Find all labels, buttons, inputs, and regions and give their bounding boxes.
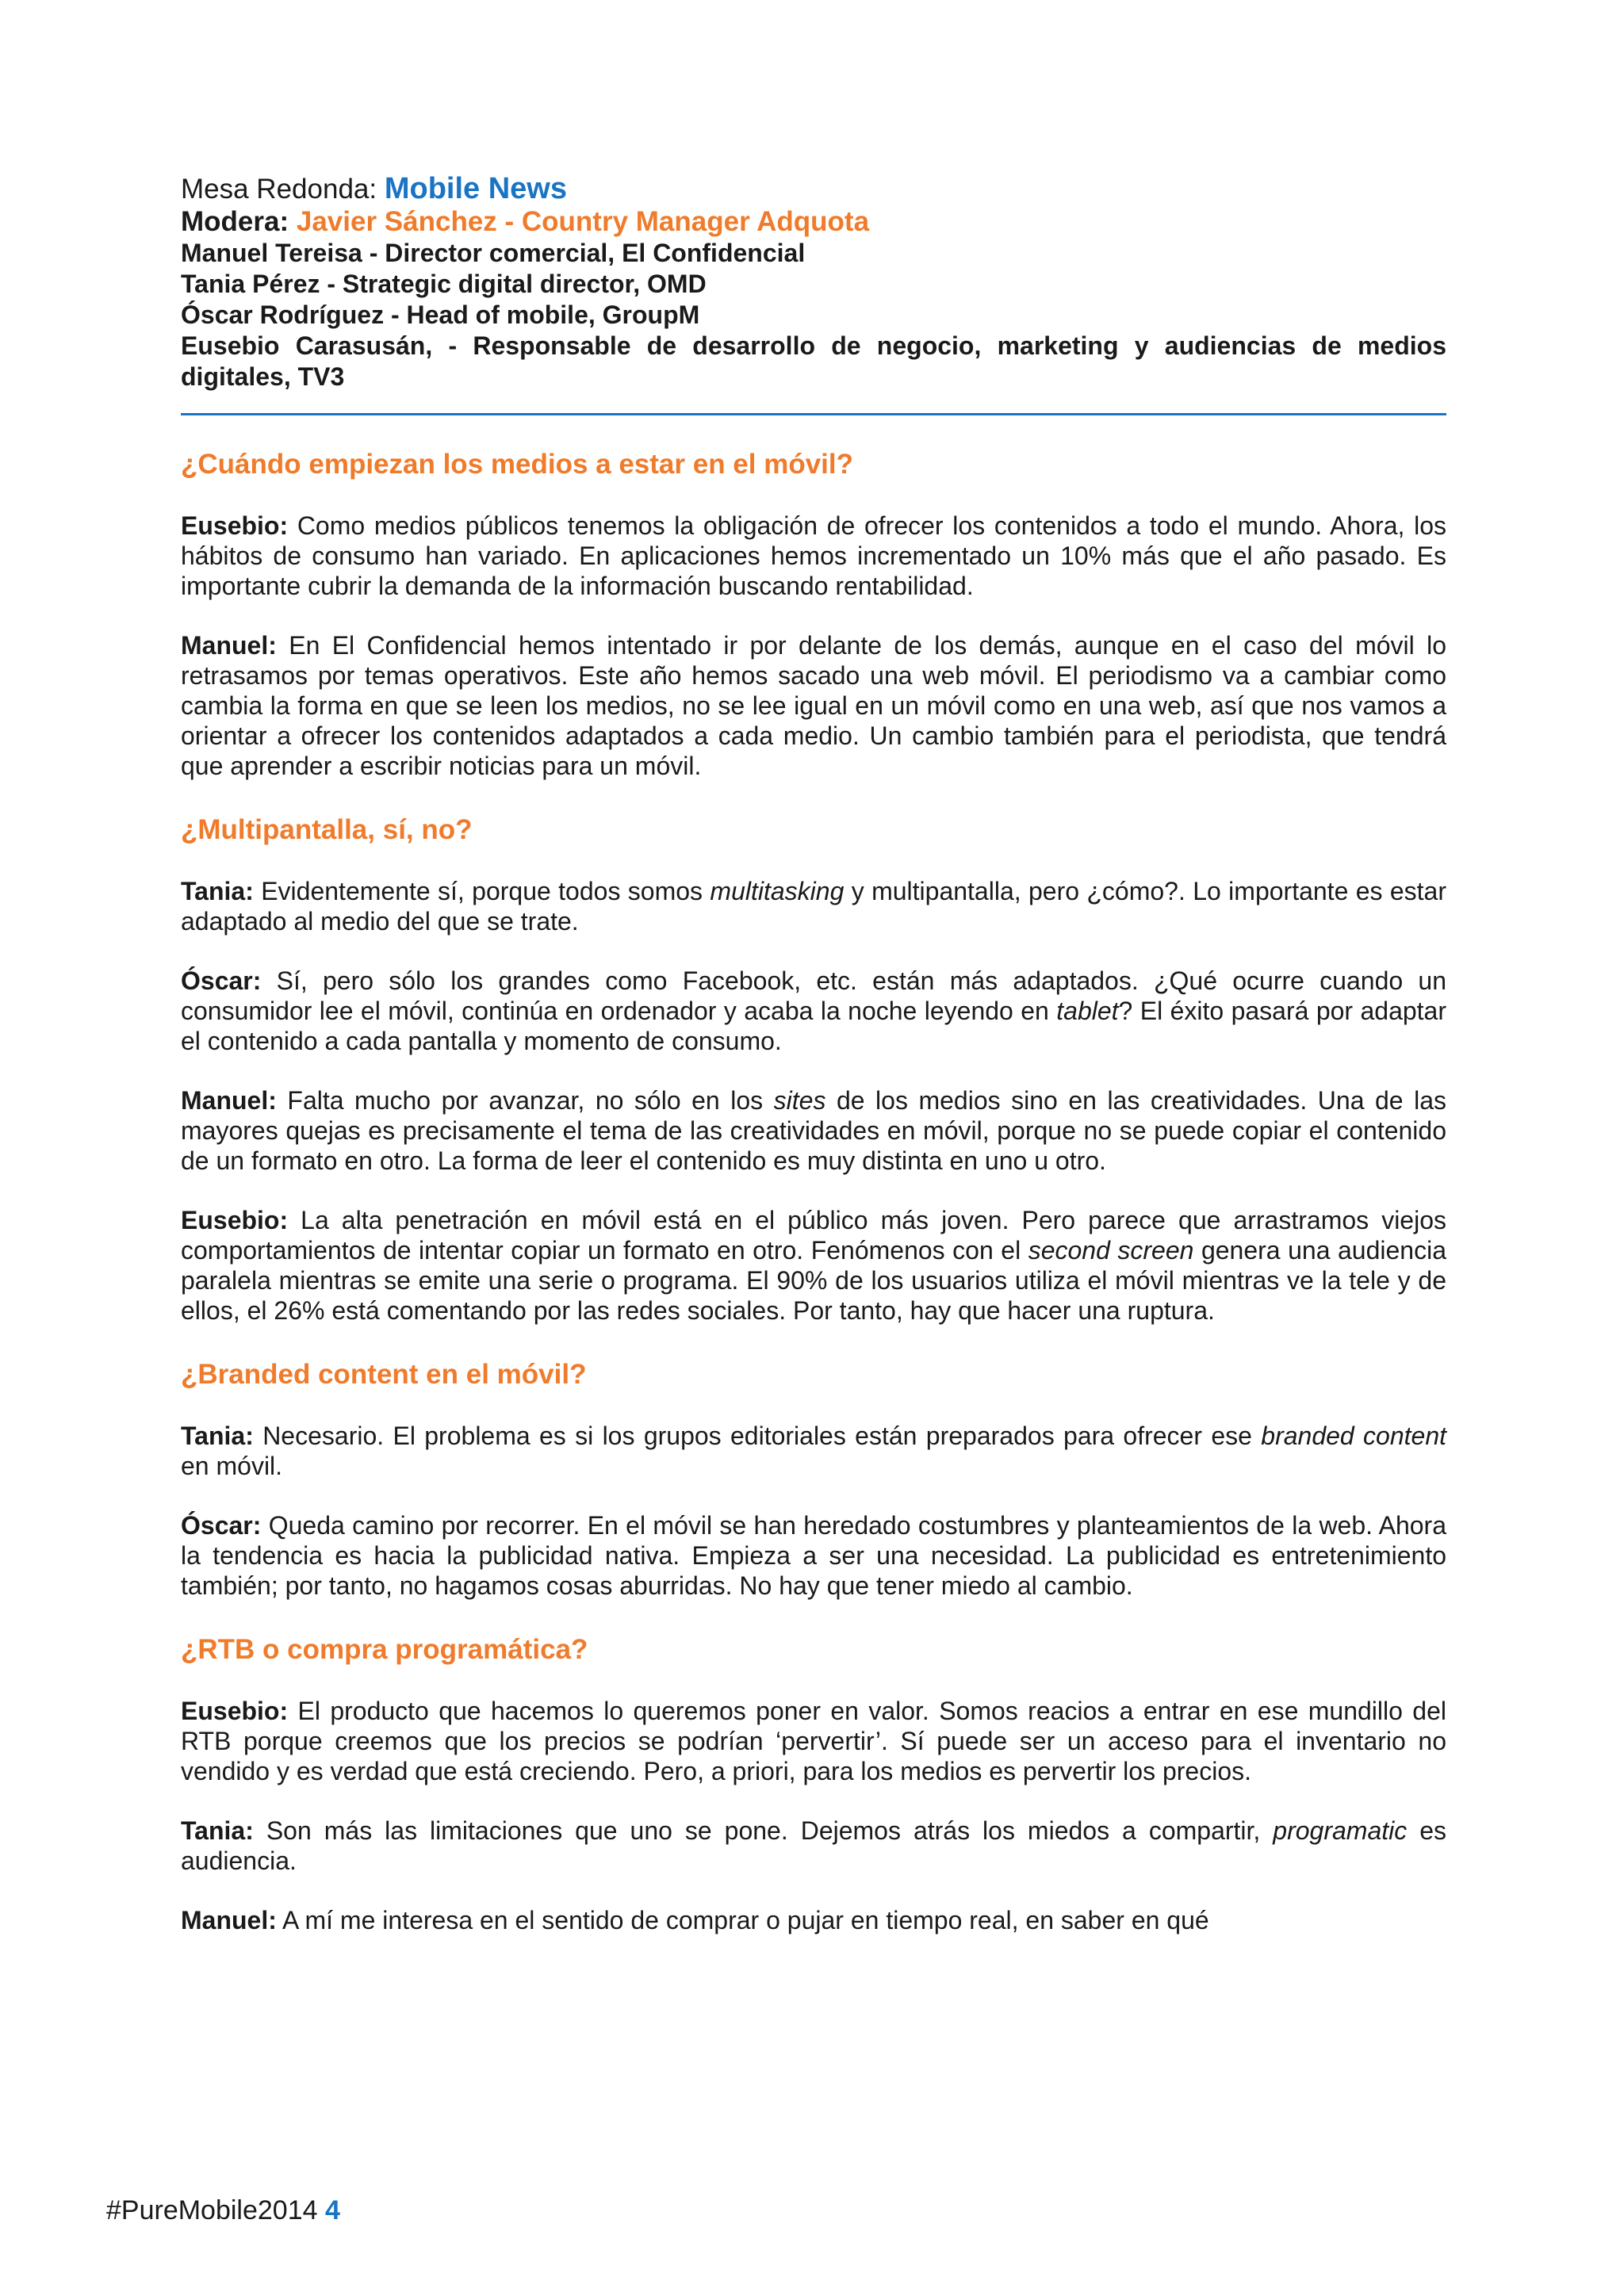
moderator-label: Modera: xyxy=(181,206,297,237)
moderator-name: Javier Sánchez - Country Manager Adquota xyxy=(296,206,870,237)
paragraph-text: El producto que hacemos lo queremos poner en valor. Somos reacios a entrar en ese mundillo del RTB porque creemos que los precios se podrían ‘pervertir’. Sí puede ser un acceso para el inventario no vendido y es verdad que está creciendo. Pero, a priori, para los medios es pervertir los precios. xyxy=(181,1697,1446,1785)
paragraph-text: Como medios públicos tenemos la obligación de ofrecer los contenidos a todo el mundo. Ahora, los hábitos de consumo han variado. En aplicaciones hemos incrementado un 10% más que el año pasado. Es importante cubrir la demanda de la información buscando rentabilidad. xyxy=(181,511,1446,600)
section-title: ¿RTB o compra programática? xyxy=(181,1634,588,1665)
paragraph-italic: programatic xyxy=(1273,1816,1408,1845)
speaker-name: Tania: xyxy=(181,1816,254,1845)
paragraph-text: de los medios sino en las creatividades. Una de las mayores quejas es precisamente el tema de las creatividades en móvil, porque no se puede copiar el contenido de un formato en otro. La forma de leer el contenido es muy distinta en uno u otro. xyxy=(181,1086,1447,1175)
title-prefix: Mesa Redonda: xyxy=(181,174,385,205)
paragraph-italic: sites xyxy=(773,1086,826,1115)
paragraph-text: Queda camino por recorrer. En el móvil se han heredado costumbres y planteamientos de la web. Ahora la tendencia es hacia la publicidad nativa. Empieza a ser una necesidad. La publicidad es entretenimiento también; por tanto, no hagamos cosas aburridas. No hay que tener miedo al cambio. xyxy=(181,1511,1446,1600)
panelist: Óscar Rodríguez - Head of mobile, GroupM xyxy=(181,300,700,329)
footer-hashtag: #PureMobile2014 xyxy=(106,2195,325,2225)
paragraph-text: Evidentemente sí, porque todos somos xyxy=(253,877,710,905)
speaker-name: Tania: xyxy=(181,877,254,905)
paragraph xyxy=(181,1421,1446,1481)
panelist: Tania Pérez - Strategic digital director, OMD xyxy=(181,270,707,298)
paragraph xyxy=(181,1905,1446,1935)
paragraph xyxy=(181,1816,1446,1876)
paragraph xyxy=(181,630,1446,781)
paragraph-text: Falta mucho por avanzar, no sólo en los xyxy=(276,1086,774,1115)
section-title: ¿Cuándo empiezan los medios a estar en el móvil? xyxy=(181,449,853,480)
panelist: Manuel Tereisa - Director comercial, El Confidencial xyxy=(181,239,806,267)
paragraph-text: Necesario. El problema es si los grupos editoriales están preparados para ofrecer ese xyxy=(253,1422,1262,1450)
article-header xyxy=(181,173,1446,415)
paragraph-text: y multipantalla, pero ¿cómo?. Lo importante es estar adaptado al medio del que se trate. xyxy=(181,877,1447,936)
page-footer xyxy=(106,2195,340,2226)
speaker-name: Óscar: xyxy=(181,966,262,995)
speaker-name: Tania: xyxy=(181,1422,254,1450)
paragraph-italic: tablet xyxy=(1056,997,1119,1025)
paragraph-text: En El Confidencial hemos intentado ir por delante de los demás, aunque en el caso del móvil lo retrasamos por temas operativos. Este año hemos sacado una web móvil. El periodismo va a cambiar como cambia la forma en que se leen los medios, no se lee igual en un móvil como en una web, así que nos vamos a orientar a ofrecer los contenidos adaptados a cada medio. Un cambio también para el periodista, que tendrá que aprender a escribir noticias para un móvil. xyxy=(181,631,1446,780)
section-title: ¿Branded content en el móvil? xyxy=(181,1359,587,1390)
paragraph xyxy=(181,1205,1446,1326)
paragraph-text: en móvil. xyxy=(181,1452,283,1480)
document-page xyxy=(181,173,1446,1935)
paragraph xyxy=(181,1510,1446,1601)
paragraph-italic: multitasking xyxy=(710,877,845,905)
panelist: Eusebio Carasusán, - Responsable de desarrollo de negocio, marketing y audiencias de medios digitales, TV3 xyxy=(181,331,1446,391)
paragraph xyxy=(181,1696,1446,1786)
paragraph xyxy=(181,876,1446,936)
section-title: ¿Multipantalla, sí, no? xyxy=(181,814,473,845)
title-highlight: Mobile News xyxy=(384,172,567,205)
speaker-name: Manuel: xyxy=(181,1086,277,1115)
moderator-line xyxy=(181,205,1446,238)
paragraph xyxy=(181,966,1446,1056)
speaker-name: Eusebio: xyxy=(181,511,289,540)
page-number: 4 xyxy=(324,2195,340,2225)
speaker-name: Eusebio: xyxy=(181,1697,289,1725)
paragraph xyxy=(181,511,1446,601)
paragraph-text: genera una audiencia paralela mientras se emite una serie o programa. El 90% de los usuarios utiliza el móvil mientras ve la tele y de ellos, el 26% está comentando por las redes sociales. Por tanto, hay que hacer una ruptura. xyxy=(181,1236,1447,1325)
speaker-name: Óscar: xyxy=(181,1511,262,1540)
speaker-name: Manuel: xyxy=(181,1906,277,1934)
speaker-name: Manuel: xyxy=(181,631,277,660)
paragraph-italic: second screen xyxy=(1028,1236,1194,1265)
paragraph-text: Son más las limitaciones que uno se pone. Dejemos atrás los miedos a compartir, xyxy=(253,1816,1274,1845)
roundtable-title xyxy=(181,173,1446,205)
paragraph-text: ? El éxito pasará por adaptar el contenido a cada pantalla y momento de consumo. xyxy=(181,997,1447,1055)
speaker-name: Eusebio: xyxy=(181,1206,289,1234)
paragraph-text: es audiencia. xyxy=(181,1816,1447,1875)
paragraph-text: Sí, pero sólo los grandes como Facebook, etc. están más adaptados. ¿Qué ocurre cuando un consumidor lee el móvil, continúa en ordenador y acaba la noche leyendo en xyxy=(181,966,1446,1025)
paragraph-italic: branded content xyxy=(1261,1422,1447,1450)
paragraph-text: La alta penetración en móvil está en el público más joven. Pero parece que arrastramos viejos comportamientos de intentar copiar un formato en otro. Fenómenos con el xyxy=(181,1206,1446,1265)
paragraph xyxy=(181,1085,1446,1176)
paragraph-text: A mí me interesa en el sentido de comprar o pujar en tiempo real, en saber en qué xyxy=(276,1906,1209,1934)
